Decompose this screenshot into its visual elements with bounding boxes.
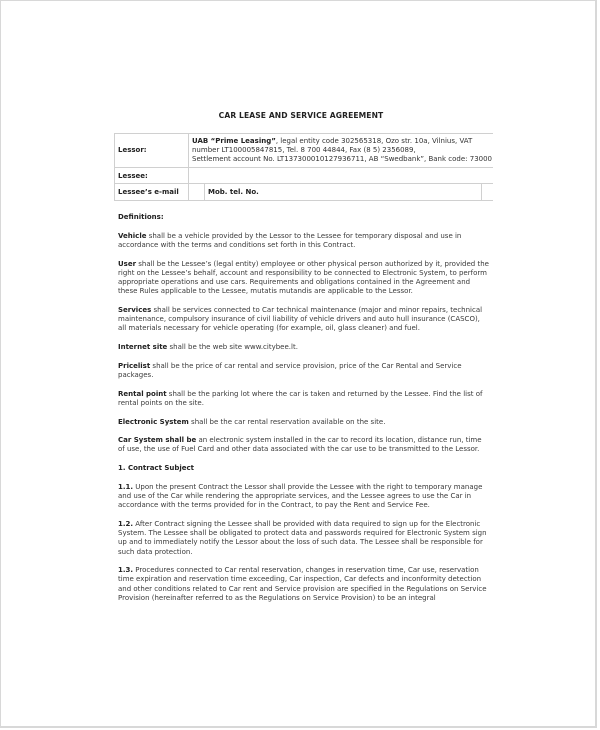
definition-term: Rental point [118,389,167,398]
definition-term: Pricelist [118,361,151,370]
parties-table [114,133,504,201]
definition-vehicle [118,232,490,250]
clause-number: 1.3. [118,566,134,575]
definition-services [118,306,490,334]
lessor-details-line-1: , legal entity code 302565318, Ozo str. 10a, Vilnius, VAT [275,137,473,145]
definition-text: shall be the price of car rental and service provision, price of the Car Rental and Service packages. [118,361,462,379]
lessor-name: UAB “Prime Leasing” [192,137,276,145]
definition-text: shall be services connected to Car technical maintenance (major and minor repairs, technical maintenance, compulsory insurance of civil liability of vehicle drivers and auto hull insurance (CASCO), all materials necessary for vehicle operating (for example, oil, glass cleaner) and fuel. [118,305,483,333]
lessee-email-value [189,184,205,201]
definition-text: shall be the parking lot where the car is taken and returned by the Lessee. Find the list of rental points on the site. [118,389,483,407]
clause-1-2 [118,520,490,557]
definition-term: Electronic System [118,417,189,426]
lessee-label: Lessee: [115,168,189,184]
definition-term: Services [118,305,152,314]
lessor-details-line-3: Settlement account No. LT137300010127936711, AB “Swedbank”, Bank code: 73000 [192,155,493,163]
definition-term: Car System shall be [118,436,197,445]
clause-number: 1.2. [118,519,134,528]
definition-internet-site [118,343,490,352]
clause-1-3 [118,566,490,603]
definition-pricelist [118,362,490,380]
definition-text: an electronic system installed in the car to record its location, distance run, time of use, the use of Fuel Card and other data associated with the car use to be transmitted to the Lessor. [118,436,482,454]
lessee-email-label: Lessee’s e-mail [115,184,189,201]
lessor-details [189,134,504,168]
lessor-label: Lessor: [115,134,189,168]
definition-term: User [118,259,137,268]
clause-text: Procedures connected to Car rental reservation, changes in reservation time, Car use, reservation time expiration and reservation time exceeding, Car inspection, Car defects and inconformity detection and other conditions related to Car rent and Service provision are specified in the Regulations on Service Provision (hereinafter referred to as the Regulations on Service Provision) to be an integral [118,566,487,602]
clause-text: After Contract signing the Lessee shall be provided with data required to sign up for the Electronic System. The Lessee shall be obligated to protect data and passwords required for Electronic System sign up and to immediately notify the Lessor about the loss of such data. The Lessee shall be responsible for such data protection. [118,519,487,556]
definition-text: shall be the Lessee’s (legal entity) employee or other physical person authorized by it, provided the right on the Lessee’s behalf, account and responsibility to be connected to Electronic System, to perform appropriate operations and use cars. Requirements and obligations contained in the Agreement and these Rules applicable to the Lessee, mutatis mutandis are applicable to the Lessor. [118,259,489,296]
definition-text: shall be the car rental reservation available on the site. [188,417,386,426]
definition-user [118,260,490,297]
definition-term: Vehicle [118,231,147,240]
lessor-row [115,134,504,168]
clause-text: Upon the present Contract the Lessor shall provide the Lessee with the right to temporary manage and use of the Car while rendering the appropriate services, and the Lessee agrees to use the Car in accordance with the terms provided for in the Contract, to pay the Rent and Service Fee. [118,482,483,510]
lessee-value [189,168,504,184]
definition-text: shall be the web site www.citybee.lt. [167,343,298,352]
clause-number: 1.1. [118,482,134,491]
mob-tel-label: Mob. tel. No. [205,184,482,201]
definition-car-system [118,436,490,454]
definition-electronic-system [118,418,490,427]
document-body [118,213,490,613]
lessee-row [115,168,504,184]
definitions-heading: Definitions: [118,213,164,221]
clause-1-1 [118,483,490,511]
definition-text: shall be a vehicle provided by the Lessor to the Lessee for temporary disposal and use in accordance with the terms and conditions set forth in this Contract. [118,231,462,249]
document-title: CAR LEASE AND SERVICE AGREEMENT [218,111,384,120]
page-clip [493,129,597,209]
definition-term: Internet site [118,343,168,352]
lessee-email-row [115,184,504,201]
section-1-heading: 1. Contract Subject [118,464,195,473]
definition-rental-point [118,390,490,408]
lessor-details-line-2: number LT100005847815, Tel. 8 700 44844, Fax (8 5) 2356089, [192,146,416,154]
